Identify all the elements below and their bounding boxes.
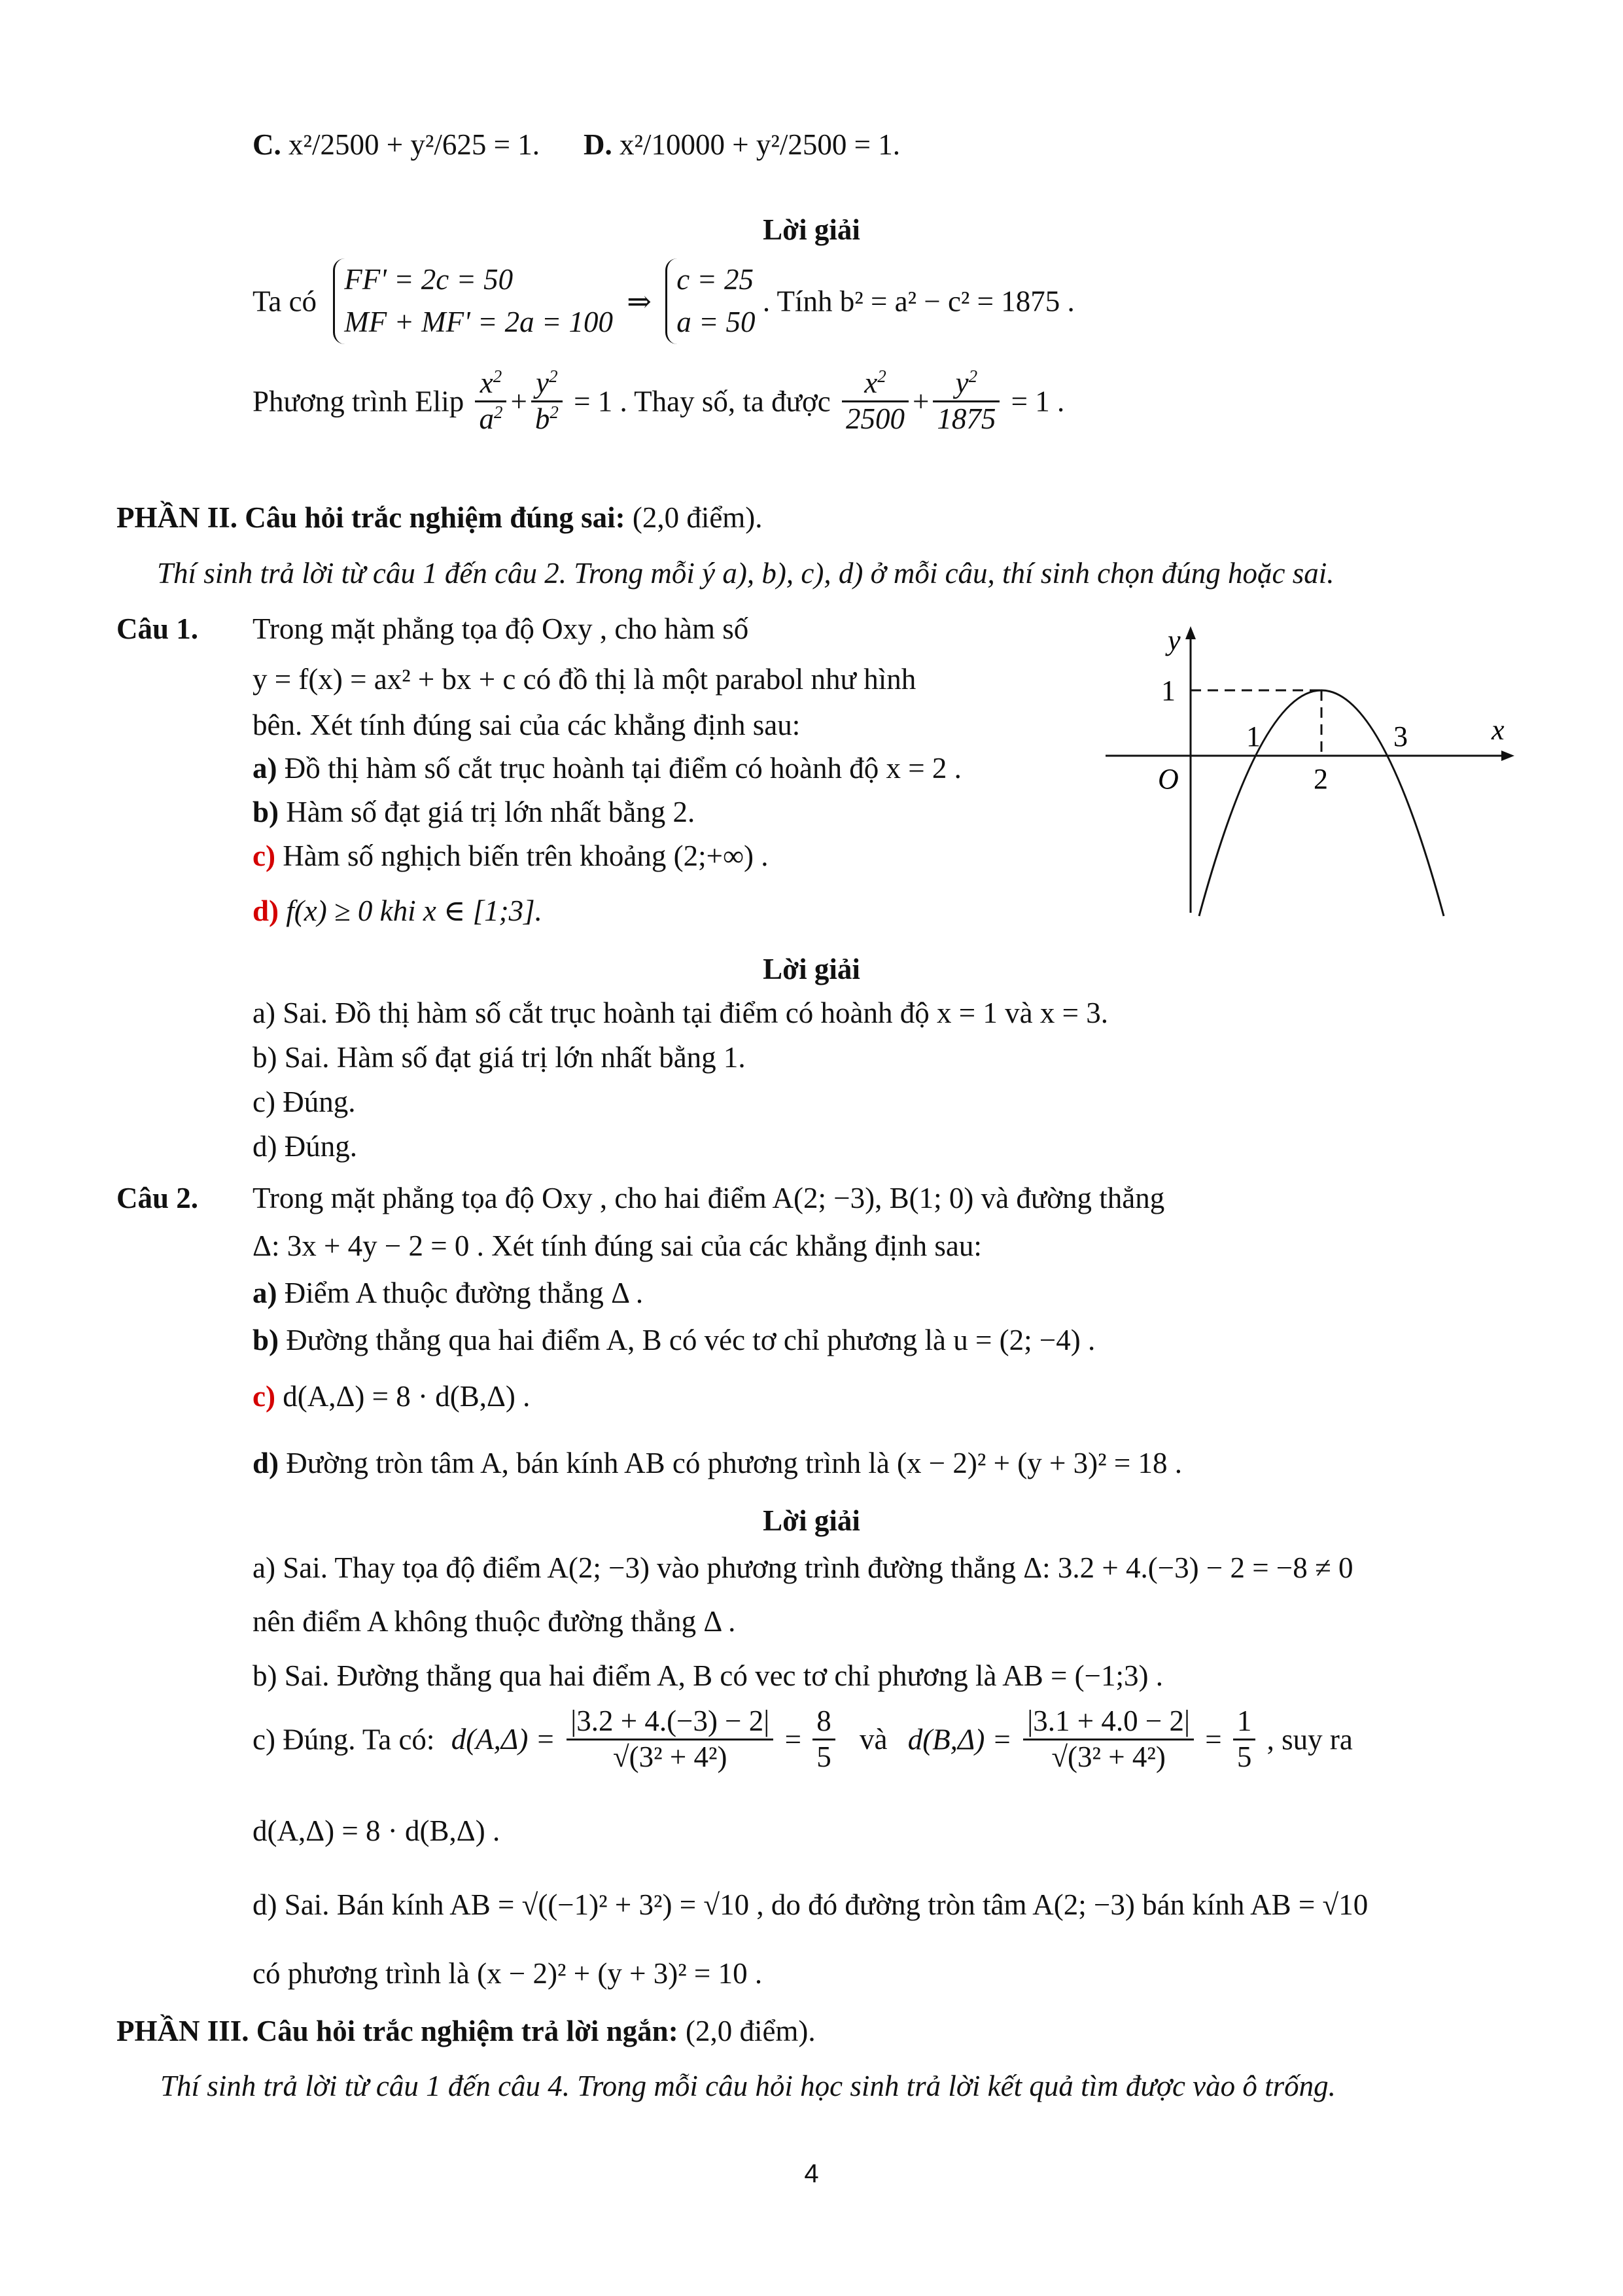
q1-statement-b: b) Hàm số đạt giá trị lớn nhất bằng 2. xyxy=(253,796,695,828)
system-block: Ta có FF' = 2c = 50 MF + MF' = 2a = 100 ⇒ c = 25 a = 50 . Tính b² = a² − c² = 1875 . xyxy=(253,258,1075,344)
implies-arrow: ⇒ xyxy=(627,285,652,318)
q2-solution-d1: d) Sai. Bán kính AB = √((−1)² + 3²) = √10 , do đó đường tròn tâm A(2; −3) bán kính AB = √10 xyxy=(253,1888,1369,1921)
page-number: 4 xyxy=(804,2159,819,2188)
q1-label: Câu 1. xyxy=(116,612,199,645)
q2-statement-c: c) d(A,Δ) = 8 · d(B,Δ) . xyxy=(253,1380,531,1413)
q2-solution-a1: a) Sai. Thay tọa độ điểm A(2; −3) vào phương trình đường thẳng Δ: 3.2 + 4.(−3) − 2 = −8 ≠ 0 xyxy=(253,1551,1353,1584)
q2-label: Câu 2. xyxy=(116,1182,199,1214)
q2-solution-heading: Lời giải xyxy=(763,1504,860,1537)
q2-statement-d: d) Đường tròn tâm A, bán kính AB có phương trình là (x − 2)² + (y + 3)² = 18 . xyxy=(253,1447,1182,1479)
option-c-equation: x²/2500 + y²/625 = 1. xyxy=(288,128,540,161)
q1-solution-a: a) Sai. Đồ thị hàm số cắt trục hoành tại điểm có hoành độ x = 1 và x = 3. xyxy=(253,997,1108,1029)
option-c: C. x²/2500 + y²/625 = 1. xyxy=(253,128,540,161)
q2-solution-a2: nên điểm A không thuộc đường thẳng Δ . xyxy=(253,1605,736,1638)
parabola-graph xyxy=(1106,625,1524,919)
solution-heading-top: Lời giải xyxy=(763,213,860,246)
q2-line1: Trong mặt phẳng tọa độ Oxy , cho hai điểm A(2; −3), B(1; 0) và đường thẳng xyxy=(253,1182,1165,1214)
x-axis-arrow xyxy=(1501,751,1514,761)
q2-statement-a: a) Điểm A thuộc đường thẳng Δ . xyxy=(253,1277,644,1309)
option-d-equation: x²/10000 + y²/2500 = 1. xyxy=(620,128,900,161)
q2-line2: Δ: 3x + 4y − 2 = 0 . Xét tính đúng sai của các khẳng định sau: xyxy=(253,1229,982,1262)
distance-b-fraction: $\frac{|3.1 + 4.0 - 2|}{\text{√(3² + 4²)}}$ xyxy=(1023,1704,1194,1775)
q2-statement-b: b) Đường thẳng qua hai điểm A, B có véc tơ chỉ phương là u = (2; −4) . xyxy=(253,1324,1096,1356)
q2-solution-b: b) Sai. Đường thẳng qua hai điểm A, B có vec tơ chỉ phương là AB = (−1;3) . xyxy=(253,1659,1163,1692)
tick-x-1: 1 xyxy=(1246,720,1261,752)
distance-a-result: $\frac{8}{5}$ xyxy=(812,1704,835,1775)
part2-instruction: Thí sinh trả lời từ câu 1 đến câu 2. Trong mỗi ý a), b), c), d) ở mỗi câu, thí sinh chọn đúng hoặc sai. xyxy=(157,557,1335,590)
tick-x-3: 3 xyxy=(1393,720,1408,752)
system-left: FF' = 2c = 50 MF + MF' = 2a = 100 xyxy=(333,258,613,344)
distance-a-fraction: $\frac{|3.2 + 4.(-3) - 2|}{\text{√(3² + 4²)}}$ xyxy=(567,1704,773,1775)
x-axis-label: x xyxy=(1492,714,1505,746)
origin-label: O xyxy=(1158,763,1179,795)
y-axis-arrow xyxy=(1185,626,1196,639)
q1-solution-d: d) Đúng. xyxy=(253,1130,357,1163)
distance-b-result: $\frac{1}{5}$ xyxy=(1233,1704,1256,1775)
part3-heading: PHẦN III. Câu hỏi trắc nghiệm trả lời ngắn: (2,0 điểm). xyxy=(116,2015,816,2047)
q1-line1: Trong mặt phẳng tọa độ Oxy , cho hàm số xyxy=(253,612,749,645)
y-axis-label: y xyxy=(1168,625,1181,656)
elip-equation: Phương trình Elip $\frac{x^2}{a^2}$ + $\frac{y^2}{b^2}$ = 1 . Thay số, ta được $\frac{x^2}{2500}$ + $\frac{y^2}{1875}$ = 1 . xyxy=(253,366,1065,435)
part3-instruction: Thí sinh trả lời từ câu 1 đến câu 4. Trong mỗi câu hỏi học sinh trả lời kết quả tìm được vào ô trống. xyxy=(160,2070,1336,2102)
q1-line3: bên. Xét tính đúng sai của các khẳng định sau: xyxy=(253,709,801,741)
part2-heading: PHẦN II. Câu hỏi trắc nghiệm đúng sai: (2,0 điểm). xyxy=(116,501,763,534)
option-d: D. x²/10000 + y²/2500 = 1. xyxy=(584,128,900,161)
tick-y-1: 1 xyxy=(1161,675,1176,707)
q1-solution-c: c) Đúng. xyxy=(253,1086,356,1118)
q1-statement-d: d) f(x) ≥ 0 khi x ∈ [1;3]. xyxy=(253,894,542,927)
q2-solution-d2: có phương trình là (x − 2)² + (y + 3)² = 10 . xyxy=(253,1957,763,1990)
q1-solution-b: b) Sai. Hàm số đạt giá trị lớn nhất bằng 1. xyxy=(253,1041,746,1074)
q1-solution-heading: Lời giải xyxy=(763,953,860,985)
q1-statement-a: a) Đồ thị hàm số cắt trục hoành tại điểm có hoành độ x = 2 . xyxy=(253,752,962,785)
tick-x-2: 2 xyxy=(1314,763,1328,795)
q2-solution-c: c) Đúng. Ta có: d(A,Δ) = $\frac{|3.2 + 4.(-3) - 2|}{\text{√(3² + 4²)}}$ = $\frac{8}{5}$ và d(B,Δ) = $\frac{|3.1 + 4.0 - 2|}{\text{√(3² + 4²)}}$ = $\frac{1}{5}$ , suy ra xyxy=(253,1704,1353,1773)
q1-line2: y = f(x) = ax² + bx + c có đồ thị là một parabol như hình xyxy=(253,663,916,696)
q2-solution-c2: d(A,Δ) = 8 · d(B,Δ) . xyxy=(253,1814,500,1847)
system-right: c = 25 a = 50 xyxy=(665,258,755,344)
q1-statement-c: c) Hàm số nghịch biến trên khoảng (2;+∞) . xyxy=(253,839,769,872)
